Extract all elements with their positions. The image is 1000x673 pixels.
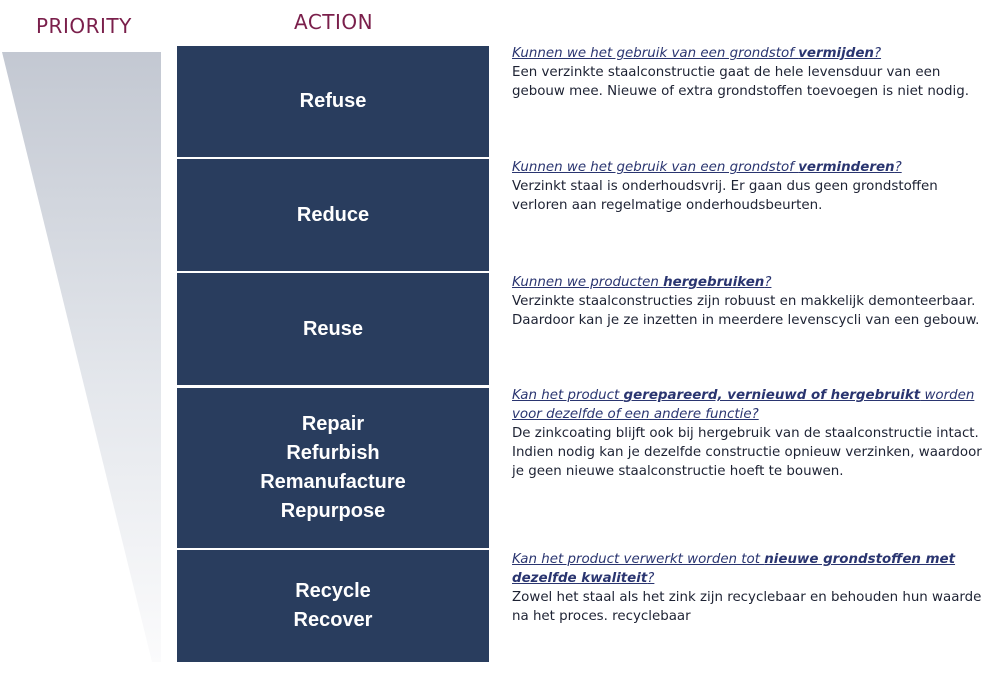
priority-funnel bbox=[0, 46, 165, 664]
action-description bbox=[512, 550, 984, 626]
action-description bbox=[512, 44, 984, 101]
guiding-question bbox=[512, 44, 984, 63]
guiding-question bbox=[512, 550, 984, 588]
description-text: De zinkcoating blijft ook bij hergebruik van de staalconstructie intact. Indien nodig kan je dezelfde constructie opnieuw verzinken, waardoor je geen nieuwe staalconstructie hoeft te bouwen. bbox=[512, 426, 982, 479]
action-box bbox=[177, 46, 489, 157]
question-text: Kunnen we producten bbox=[512, 275, 664, 290]
action-label: Recycle bbox=[295, 580, 371, 602]
priority-header: PRIORITY bbox=[36, 14, 132, 38]
question-text: Kan het product bbox=[512, 388, 624, 403]
question-text: Kunnen we het gebruik van een grondstof bbox=[512, 160, 799, 175]
action-label: Reuse bbox=[302, 317, 364, 340]
action-description bbox=[512, 273, 984, 330]
action-label: Remanufacture bbox=[260, 471, 406, 493]
action-description bbox=[512, 386, 984, 481]
question-text: ? bbox=[647, 571, 655, 586]
action-box bbox=[177, 159, 489, 271]
description-text: Verzinkt staal is onderhoudsvrij. Er gaan dus geen grondstoffen verloren aan regelmatige onderhoudsbeurten. bbox=[512, 179, 938, 213]
guiding-question bbox=[512, 158, 984, 177]
action-box bbox=[177, 388, 489, 548]
question-keyword: verminderen bbox=[798, 160, 895, 175]
question-keyword: hergebruiken bbox=[663, 275, 765, 290]
action-box bbox=[177, 550, 489, 662]
description-text: Verzinkte staalconstructies zijn robuust en makkelijk demonteerbaar. Daardoor kan je ze inzetten in meerdere levenscycli van een gebouw. bbox=[512, 294, 980, 328]
question-text: Kan het product verwerkt worden tot bbox=[512, 552, 765, 567]
question-keyword: vermijden bbox=[798, 46, 874, 61]
action-label: Refurbish bbox=[286, 442, 380, 464]
action-box bbox=[177, 273, 489, 385]
guiding-question bbox=[512, 386, 984, 424]
action-label: Repurpose bbox=[280, 500, 386, 522]
action-label: Refuse bbox=[299, 90, 367, 112]
question-keyword: nieuwe grondstoffen met dezelfde kwaliteit bbox=[512, 552, 956, 586]
action-label: Recover bbox=[293, 609, 373, 631]
question-text: Kunnen we het gebruik van een grondstof bbox=[512, 46, 799, 61]
description-text: Een verzinkte staalconstructie gaat de hele levensduur van een gebouw mee. Nieuwe of extra grondstoffen toevoegen is niet nodig. bbox=[512, 65, 969, 99]
question-text: ? bbox=[873, 46, 882, 61]
description-text: Zowel het staal als het zink zijn recyclebaar en behouden hun waarde na het proces. recyclebaar bbox=[512, 590, 982, 624]
action-header: ACTION bbox=[294, 10, 374, 34]
question-keyword: gerepareerd, vernieuwd of hergebruikt bbox=[623, 388, 921, 403]
action-label: Reduce bbox=[296, 203, 370, 226]
question-text: ? bbox=[764, 275, 772, 290]
question-text: ? bbox=[894, 160, 902, 175]
question-text: worden voor dezelfde of een andere functie? bbox=[512, 388, 975, 422]
action-label: Repair bbox=[301, 413, 365, 435]
action-description bbox=[512, 158, 984, 215]
guiding-question bbox=[512, 273, 984, 292]
